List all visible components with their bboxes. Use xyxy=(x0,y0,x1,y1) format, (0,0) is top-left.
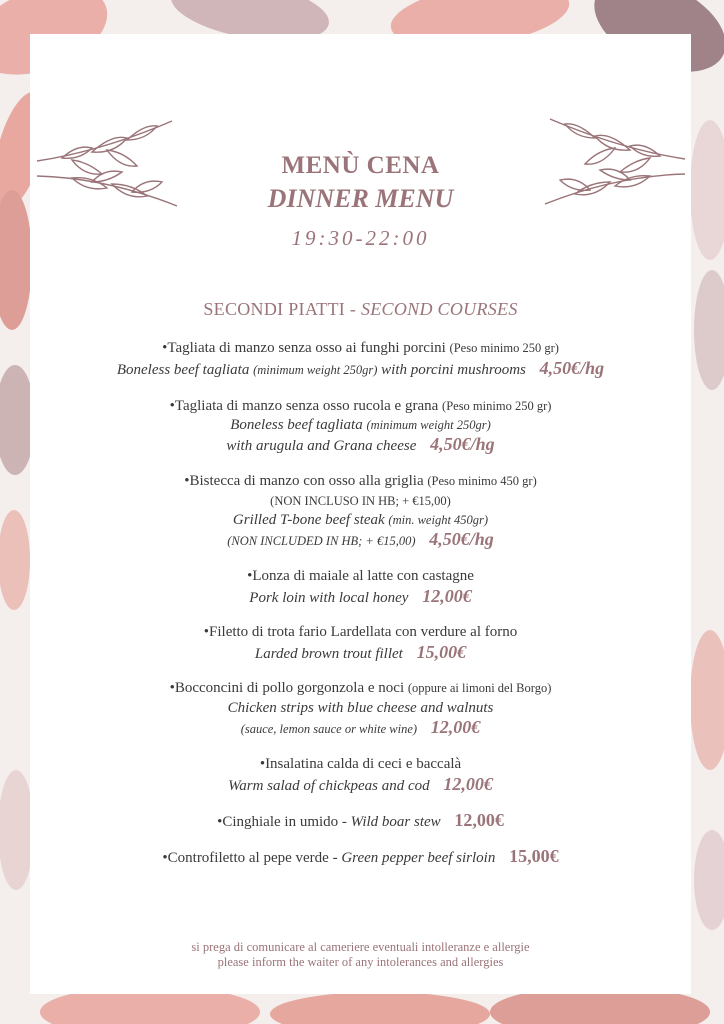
dish-7-italian: •Insalatina calda di ceci e baccalà xyxy=(259,756,462,772)
dish-8 xyxy=(30,811,691,831)
dish-3-surcharge-italian: (NON INCLUSO IN HB; + €15,00) xyxy=(270,494,451,508)
dish-8-separator: - xyxy=(338,814,351,830)
dish-4-italian: •Lonza di maiale al latte con castagne xyxy=(247,568,474,584)
dish-1-english-rest: with porcini mushrooms xyxy=(381,362,526,378)
dish-1-english-name: Boneless beef tagliata xyxy=(116,362,250,378)
dish-2-english xyxy=(30,416,691,434)
dish-3-name: •Bistecca di manzo con osso alla griglia xyxy=(184,473,424,489)
dish-6-english: Chicken strips with blue cheese and walnuts xyxy=(227,700,494,716)
menu-title-italian: MENÙ CENA xyxy=(281,152,440,179)
dish-9-price: 15,00€ xyxy=(509,846,559,866)
dish-3-surcharge-english: (NON INCLUDED IN HB; + €15,00) xyxy=(227,534,416,548)
dish-6-italian xyxy=(30,679,691,697)
dish-6-english-line2 xyxy=(30,718,691,738)
dish-2-english-note: (minimum weight 250gr) xyxy=(366,418,491,432)
section-heading-italian: SECONDI PIATTI xyxy=(203,299,346,319)
dish-1-weight-note: (Peso minimo 250 gr) xyxy=(449,341,559,355)
dish-4-price: 12,00€ xyxy=(422,586,472,606)
dish-9-english: Green pepper beef sirloin xyxy=(341,850,496,866)
dish-3-italian xyxy=(30,472,691,490)
dish-5-english xyxy=(30,643,691,663)
dish-1-english-note: (minimum weight 250gr) xyxy=(253,363,378,377)
dish-8-price: 12,00€ xyxy=(454,810,504,830)
dish-8-italian: •Cinghiale in umido xyxy=(217,814,339,830)
dish-3-english-note: (min. weight 450gr) xyxy=(388,513,489,527)
dish-2-price: 4,50€/hg xyxy=(430,434,495,454)
section-heading-english: SECOND COURSES xyxy=(360,299,518,319)
dish-5-italian: •Filetto di trota fario Lardellata con verdure al forno xyxy=(203,624,518,640)
dish-9 xyxy=(30,847,691,867)
dish-1-price: 4,50€/hg xyxy=(539,358,605,378)
allergy-notice-italian: si prega di comunicare al cameriere eventuali intolleranze e allergie xyxy=(191,940,530,954)
dish-7-english xyxy=(30,775,691,795)
dish-5-price: 15,00€ xyxy=(416,642,467,662)
dish-6-name: •Bocconcini di pollo gorgonzola e noci xyxy=(169,680,405,696)
dish-3-surcharge-english-line xyxy=(30,530,691,550)
dish-4-english-name: Pork loin with local honey xyxy=(249,590,409,606)
dish-8-english: Wild boar stew xyxy=(350,814,441,830)
service-hours: 19:30-22:00 xyxy=(291,226,430,250)
section-heading xyxy=(30,299,691,320)
dish-1-english xyxy=(30,359,691,379)
dish-3-price: 4,50€/hg xyxy=(429,529,494,549)
dish-3-weight-note: (Peso minimo 450 gr) xyxy=(427,474,537,488)
section-heading-separator: - xyxy=(345,299,361,319)
dish-6-price: 12,00€ xyxy=(430,717,481,737)
dish-3-english-name: Grilled T-bone beef steak xyxy=(232,512,385,528)
dish-7-price: 12,00€ xyxy=(443,774,493,794)
dish-4-english xyxy=(30,587,691,607)
dish-6-english-note: (sauce, lemon sauce or white wine) xyxy=(240,722,418,736)
dish-9-italian: •Controfiletto al pepe verde xyxy=(162,850,329,866)
dish-2-italian xyxy=(30,397,691,415)
menu-card xyxy=(30,34,691,994)
menu-title-english: DINNER MENU xyxy=(267,184,454,213)
dish-2-name: •Tagliata di manzo senza osso rucola e grana xyxy=(169,398,439,414)
dish-9-separator: - xyxy=(328,850,342,866)
dish-1-name: •Tagliata di manzo senza osso ai funghi porcini xyxy=(162,340,446,356)
allergy-notice-english: please inform the waiter of any intolerances and allergies xyxy=(217,955,504,969)
dish-2-english-line2 xyxy=(30,435,691,455)
dish-3-english xyxy=(30,511,691,529)
dish-2-english-rest: with arugula and Grana cheese xyxy=(226,438,417,454)
dish-2-weight-note: (Peso minimo 250 gr) xyxy=(442,399,552,413)
dish-7-english-name: Warm salad of chickpeas and cod xyxy=(228,778,430,794)
dish-6-note: (oppure ai limoni del Borgo) xyxy=(407,681,552,695)
dish-2-english-name: Boneless beef tagliata xyxy=(230,417,363,433)
dish-1-italian xyxy=(30,339,691,357)
dish-5-english-name: Larded brown trout fillet xyxy=(254,646,403,662)
